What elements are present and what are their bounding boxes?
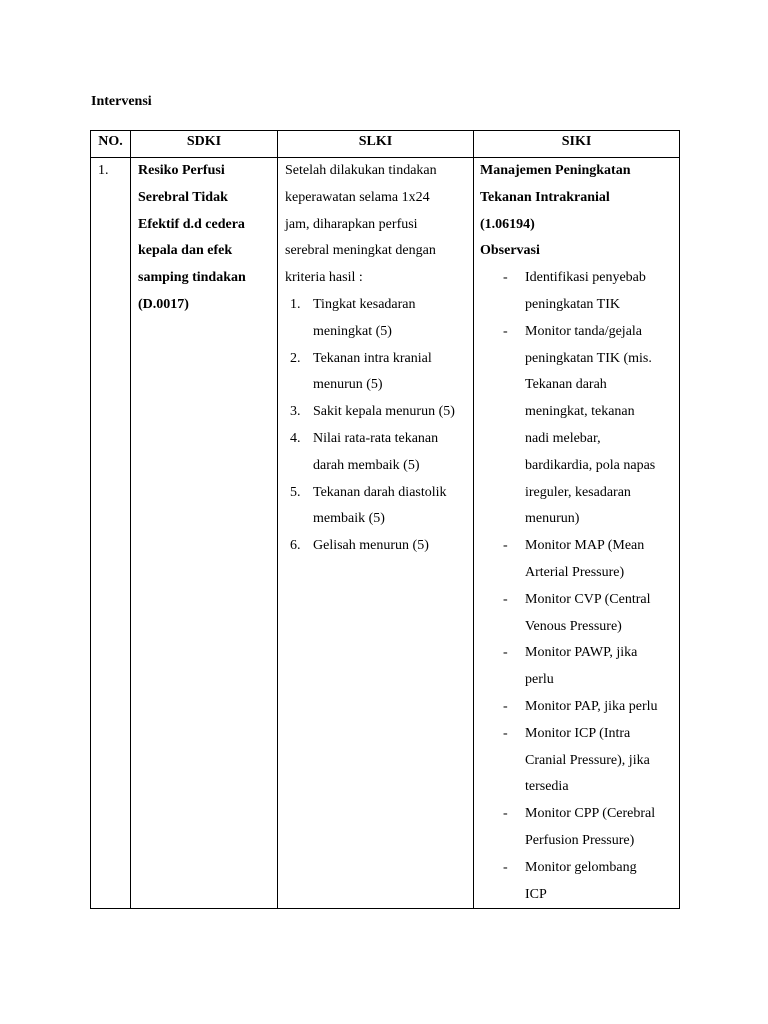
observation-line: peningkatan TIK (mis.: [525, 350, 652, 366]
criteria-line: Nilai rata-rata tekanan: [313, 430, 439, 446]
dash-bullet: -: [503, 538, 508, 554]
dash-bullet: -: [503, 591, 508, 607]
siki-title-line: Manajemen Peningkatan: [480, 163, 631, 178]
observation-item: [480, 319, 679, 533]
observation-item: [480, 587, 679, 641]
criteria-number: 6.: [290, 538, 301, 554]
criteria-line: Gelisah menurun (5): [313, 538, 429, 554]
criteria-line: Sakit kepala menurun (5): [313, 404, 455, 420]
observation-item: [480, 533, 679, 587]
observation-line: Monitor tanda/gejala: [525, 323, 643, 339]
siki-title: [480, 158, 679, 238]
cell-sdki: [131, 158, 278, 909]
slki-intro-line: serebral meningkat dengan: [285, 243, 436, 259]
observation-line: Monitor PAP, jika perlu: [525, 698, 658, 714]
observation-line: Tekanan darah: [525, 377, 607, 393]
criteria-item: [285, 533, 473, 560]
sdki-line: samping tindakan: [138, 270, 246, 286]
observation-line: Monitor PAWP, jika: [525, 645, 638, 661]
observation-line: nadi melebar,: [525, 430, 601, 446]
section-heading: Intervensi: [91, 94, 152, 109]
observation-line: Arterial Pressure): [525, 564, 625, 580]
sdki-line: Efektif d.d cedera: [138, 216, 245, 232]
header-siki: SIKI: [474, 131, 680, 158]
criteria-number: 1.: [290, 296, 301, 312]
criteria-line: darah membaik (5): [313, 457, 420, 473]
observation-line: peningkatan TIK: [525, 296, 620, 312]
criteria-number: 5.: [290, 484, 301, 500]
observation-line: Monitor MAP (Mean: [525, 538, 645, 554]
observation-item: [480, 721, 679, 801]
criteria-line: Tekanan darah diastolik: [313, 484, 447, 500]
dash-bullet: -: [503, 645, 508, 661]
criteria-line: menurun (5): [313, 377, 383, 393]
criteria-item: [285, 292, 473, 346]
sdki-line: Resiko Perfusi: [138, 163, 225, 178]
observation-line: Perfusion Pressure): [525, 832, 635, 848]
sdki-diagnosis: [138, 158, 277, 319]
criteria-item: [285, 426, 473, 480]
observation-line: Identifikasi penyebab: [525, 270, 646, 286]
dash-bullet: -: [503, 859, 508, 875]
sdki-line: kepala dan efek: [138, 243, 233, 259]
dash-bullet: -: [503, 725, 508, 741]
slki-intro: [285, 158, 473, 292]
criteria-line: Tingkat kesadaran: [313, 296, 416, 312]
observation-line: Monitor CPP (Cerebral: [525, 806, 656, 822]
observation-item: [480, 694, 679, 721]
header-slki: SLKI: [278, 131, 474, 158]
observation-line: tersedia: [525, 779, 569, 795]
observation-line: ireguler, kesadaran: [525, 484, 631, 500]
observation-item: [480, 265, 679, 319]
cell-no: 1.: [91, 158, 131, 909]
criteria-line: membaik (5): [313, 511, 385, 527]
observation-line: menurun): [525, 511, 580, 527]
siki-subheading: Observasi: [480, 243, 540, 259]
siki-title-line: (1.06194): [480, 216, 535, 232]
criteria-number: 3.: [290, 404, 301, 420]
observation-line: Monitor gelombang: [525, 859, 637, 875]
cell-siki: [474, 158, 680, 909]
cell-slki: [278, 158, 474, 909]
observation-item: [480, 855, 679, 909]
siki-title-line: Tekanan Intrakranial: [480, 189, 610, 205]
table-header-row: [91, 131, 680, 158]
criteria-item: [285, 346, 473, 400]
slki-intro-line: jam, diharapkan perfusi: [285, 216, 418, 232]
criteria-line: Tekanan intra kranial: [313, 350, 432, 366]
observation-item: [480, 640, 679, 694]
sdki-line: (D.0017): [138, 296, 189, 312]
criteria-item: [285, 399, 473, 426]
dash-bullet: -: [503, 806, 508, 822]
slki-intro-line: Setelah dilakukan tindakan: [285, 163, 437, 178]
criteria-item: [285, 480, 473, 534]
criteria-number: 4.: [290, 430, 301, 446]
observation-line: bardikardia, pola napas: [525, 457, 656, 473]
observation-line: Monitor ICP (Intra: [525, 725, 631, 741]
table-row: [91, 158, 680, 909]
slki-intro-line: keperawatan selama 1x24: [285, 189, 430, 205]
slki-intro-line: kriteria hasil :: [285, 270, 363, 286]
dash-bullet: -: [503, 698, 508, 714]
header-sdki: SDKI: [131, 131, 278, 158]
dash-bullet: -: [503, 270, 508, 286]
criteria-number: 2.: [290, 350, 301, 366]
slki-criteria-list: [285, 292, 473, 560]
sdki-line: Serebral Tidak: [138, 189, 228, 205]
header-no: NO.: [91, 131, 131, 158]
observation-item: [480, 801, 679, 855]
observation-line: Cranial Pressure), jika: [525, 752, 650, 768]
dash-bullet: -: [503, 323, 508, 339]
observation-line: ICP: [525, 886, 547, 902]
observation-line: perlu: [525, 672, 554, 688]
intervention-table: [90, 130, 680, 909]
observation-line: Venous Pressure): [525, 618, 622, 634]
siki-observation-list: [480, 265, 679, 908]
criteria-line: meningkat (5): [313, 323, 392, 339]
observation-line: Monitor CVP (Central: [525, 591, 651, 607]
observation-line: meningkat, tekanan: [525, 404, 635, 420]
